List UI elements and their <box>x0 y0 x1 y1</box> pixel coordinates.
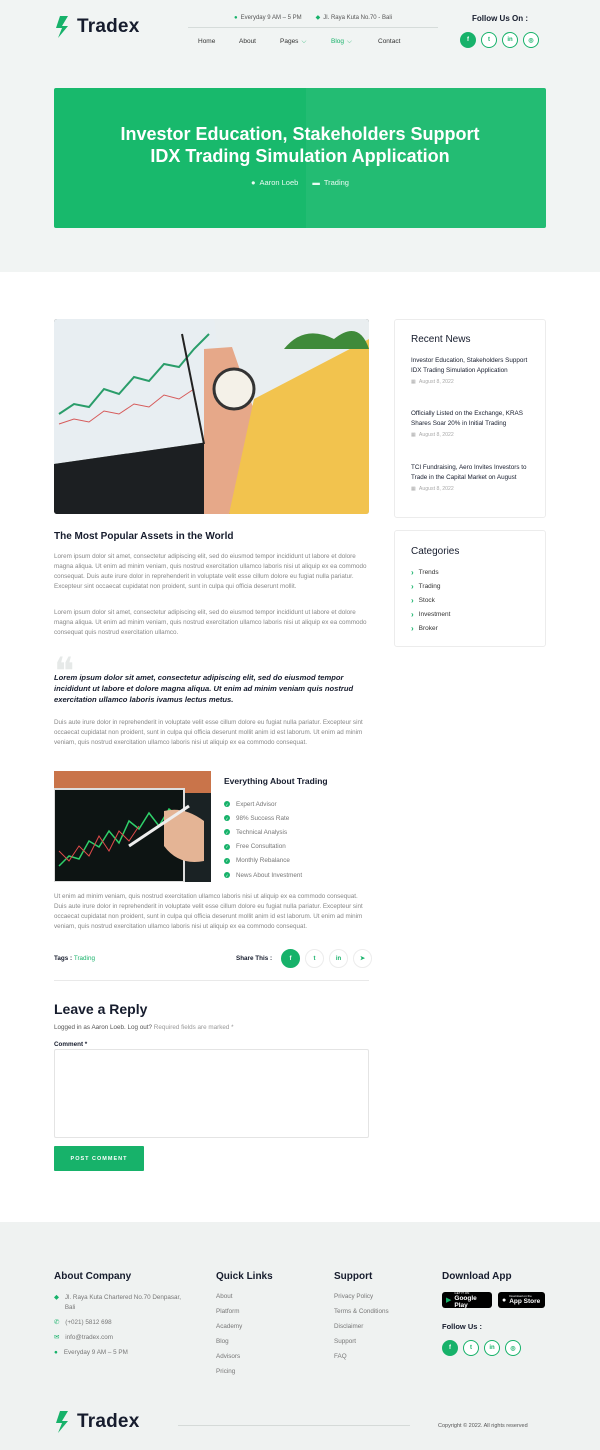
post-tags <box>54 955 95 962</box>
logo-text: Tradex <box>77 1411 140 1432</box>
logo-text: Tradex <box>77 16 140 37</box>
news-date <box>411 379 537 385</box>
category-label: Stock <box>418 597 435 604</box>
footer-address <box>54 1293 184 1312</box>
footer-link-academy[interactable]: Academy <box>216 1323 243 1330</box>
twitter-icon[interactable]: t <box>463 1340 479 1356</box>
phone-icon: ✆ <box>54 1319 60 1326</box>
footer-social-links <box>442 1340 521 1356</box>
footer-email-text: info@tradex.com <box>65 1334 113 1341</box>
list-item-label: Expert Advisor <box>236 800 277 808</box>
tags-label: Tags : <box>54 955 73 962</box>
post-comment-button[interactable]: POST COMMENT <box>54 1146 144 1171</box>
footer-link-blog[interactable]: Blog <box>216 1338 229 1345</box>
categories-title: Categories <box>411 546 460 557</box>
nav-item-home[interactable]: Home <box>198 38 216 45</box>
check-icon: ✓ <box>225 801 229 807</box>
app-store-big: App Store <box>509 1298 541 1305</box>
news-date <box>411 486 537 492</box>
clock-icon: ● <box>54 1349 58 1356</box>
list-item <box>224 811 302 825</box>
footer-phone[interactable] <box>54 1318 112 1328</box>
footer-download-title: Download App <box>442 1271 512 1282</box>
post-author-name: Aaron Loeb <box>259 178 299 187</box>
hours-info <box>234 15 302 21</box>
post-category-name: Trading <box>323 178 349 187</box>
facebook-icon[interactable]: f <box>281 949 300 968</box>
nav-item-pages-label: Pages <box>280 38 299 45</box>
post-category[interactable] <box>312 178 349 187</box>
share-label: Share This : <box>236 955 273 962</box>
twitter-icon[interactable]: t <box>305 949 324 968</box>
article-paragraph-1: Lorem ipsum dolor sit amet, consectetur adipiscing elit, sed do eiusmod tempor incididunt ut labore et dolore magna aliqua. Ut enim ad minim veniam, quis nostrud exercitation ullamco laboris nisi ut aliquip ex ea commodo consequat. Duis aute irure dolor in reprehenderit in voluptate velit esse cillum dolore eu fugiat nulla pariatur. Excepteur sint occaecat cupidatat non proident, sunt in culpa qui officia deserunt mollit. <box>54 553 367 590</box>
footer-logo[interactable] <box>54 1410 139 1434</box>
folder-icon: ▬ <box>312 178 320 187</box>
address-info <box>316 14 392 21</box>
footer-link-pricing[interactable]: Pricing <box>216 1368 236 1375</box>
category-item[interactable] <box>411 597 435 604</box>
recent-news-item[interactable] <box>411 463 537 492</box>
category-label: Trends <box>418 569 439 576</box>
calendar-icon: ▦ <box>411 432 416 438</box>
twitter-icon[interactable]: t <box>481 32 497 48</box>
footer-hours-text: Everyday 9 AM – 5 PM <box>63 1349 128 1356</box>
chevron-down-icon: ⌵ <box>347 38 352 45</box>
nav-item-contact[interactable]: Contact <box>378 38 401 45</box>
list-item <box>224 854 302 868</box>
laptop-chart-illustration <box>54 319 369 514</box>
main-nav <box>198 38 400 46</box>
list-item <box>224 797 302 811</box>
footer-link-privacy[interactable]: Privacy Policy <box>334 1293 374 1300</box>
mail-icon: ✉ <box>54 1334 60 1341</box>
app-store-button[interactable] <box>498 1292 545 1308</box>
chevron-right-icon: › <box>411 567 414 577</box>
follow-title: Follow Us On : <box>472 14 528 23</box>
footer-address-text: Jl. Raya Kuta Chartered No.70 Denpasar, Bali <box>64 1294 182 1311</box>
required-note: Required fields are marked * <box>153 1024 234 1031</box>
footer-hours <box>54 1348 128 1358</box>
apple-icon: ● <box>502 1296 507 1304</box>
nav-item-blog[interactable] <box>331 38 378 46</box>
google-play-small: GET IT ON <box>454 1290 470 1295</box>
instagram-icon[interactable]: ◎ <box>505 1340 521 1356</box>
share-buttons <box>281 949 372 968</box>
check-icon: ✓ <box>225 815 229 821</box>
category-label: Broker <box>418 625 438 632</box>
logged-in-note <box>54 1024 234 1031</box>
article-heading: The Most Popular Assets in the World <box>54 531 234 542</box>
check-icon: ✓ <box>225 829 229 835</box>
reply-title: Leave a Reply <box>54 1001 148 1017</box>
clock-icon: ● <box>234 14 238 21</box>
logo-icon <box>54 16 72 38</box>
linkedin-icon[interactable]: in <box>502 32 518 48</box>
footer-link-advisors[interactable]: Advisors <box>216 1353 241 1360</box>
post-meta <box>54 178 546 187</box>
footer-link-faq[interactable]: FAQ <box>334 1353 347 1360</box>
post-author[interactable] <box>251 178 298 187</box>
tablet-chart-illustration <box>54 771 211 882</box>
calendar-icon: ▦ <box>411 379 416 385</box>
blockquote: Lorem ipsum dolor sit amet, consectetur adipiscing elit, sed do eiusmod tempor incididunt ut labore et dolore magna aliqua. Ut enim ad minim veniam quis nostrud exercitation ullamco laboris ivamus lectus metus. <box>54 673 354 704</box>
article-image <box>54 319 369 514</box>
news-date-text: August 8, 2022 <box>418 486 454 492</box>
news-title: TCI Fundraising, Aero Invites Investors to Trade in the Capital Market on August <box>411 464 527 481</box>
check-icon: ✓ <box>225 844 229 850</box>
category-item[interactable] <box>411 569 439 576</box>
footer-link-disclaimer[interactable]: Disclaimer <box>334 1323 364 1330</box>
facebook-icon[interactable]: f <box>442 1340 458 1356</box>
footer-quick-title: Quick Links <box>216 1271 273 1282</box>
footer-link-platform[interactable]: Platform <box>216 1308 240 1315</box>
list-item-label: Technical Analysis <box>236 828 288 836</box>
chevron-down-icon: ⌵ <box>301 38 307 45</box>
recent-news-title: Recent News <box>411 334 471 345</box>
recent-news-item[interactable] <box>411 356 537 385</box>
nav-item-blog-label: Blog <box>331 38 345 45</box>
header-social-links <box>460 32 539 48</box>
news-date-text: August 8, 2022 <box>418 432 454 438</box>
footer-link-support[interactable]: Support <box>334 1338 357 1345</box>
copyright: Copyright © 2022. All rights reserved <box>438 1423 528 1429</box>
divider <box>54 980 369 981</box>
list-item-label: 98% Success Rate <box>236 814 290 822</box>
logged-in-text[interactable]: Logged in as Aaron Loeb. Log out? <box>54 1024 153 1031</box>
play-store-icon: ▶ <box>446 1297 452 1304</box>
list-item <box>224 840 302 854</box>
linkedin-icon[interactable]: in <box>329 949 348 968</box>
footer-link-terms[interactable]: Terms & Conditions <box>334 1308 389 1315</box>
page-title-line2: IDX Trading Simulation Application <box>150 146 450 166</box>
location-pin-icon: ◆ <box>54 1294 59 1301</box>
facebook-icon[interactable]: f <box>460 32 476 48</box>
news-date-text: August 8, 2022 <box>418 379 454 385</box>
footer-divider <box>178 1425 410 1426</box>
quote-icon: ❝ <box>54 649 75 693</box>
check-icon: ✓ <box>225 858 229 864</box>
comment-label: Comment * <box>54 1041 88 1048</box>
footer-phone-text: (+021) 5812 698 <box>65 1319 112 1326</box>
google-play-big: Google Play <box>454 1294 477 1309</box>
instagram-icon[interactable]: ◎ <box>523 32 539 48</box>
calendar-icon: ▦ <box>411 486 416 492</box>
trading-tablet-image <box>54 771 211 882</box>
chevron-right-icon: › <box>411 581 414 591</box>
page-title <box>54 123 546 167</box>
linkedin-icon[interactable]: in <box>484 1340 500 1356</box>
check-icon: ✓ <box>225 872 229 878</box>
feature-checklist <box>224 797 302 882</box>
footer-email[interactable] <box>54 1333 113 1343</box>
news-title: Investor Education, Stakeholders Support IDX Trading Simulation Application <box>411 357 528 374</box>
list-item-label: Free Consultation <box>236 843 286 851</box>
header-info-bar <box>188 8 438 28</box>
footer-follow-title: Follow Us : <box>442 1322 482 1331</box>
article-paragraph-4: Ut enim ad minim veniam, quis nostrud exercitation ullamco laboris nisi ut aliquip ex ea commodo consequat. Duis aute irure dolor in reprehenderit in voluptate velit esse cillum dolore eu fugiat nulla pariatur. Excepteur sint occaecat cupidatat non proident, sunt in culpa qui officia deserunt mollit anim id est laborum. Ut enim ad minim veniam, quis nostrud exercitation ullamco laboris nisi ut aliquip ex ea commodo consequat. <box>54 893 363 930</box>
footer-support-title: Support <box>334 1271 373 1282</box>
logo-icon <box>54 1410 72 1434</box>
comment-textarea[interactable] <box>54 1049 369 1138</box>
category-item[interactable] <box>411 611 450 618</box>
article-paragraph-3: Duis aute irure dolor in reprehenderit in voluptate velit esse cillum dolore eu fugiat nulla pariatur. Excepteur sint occaecat cupidatat non proident, sunt in culpa qui officia deserunt mollit anim id est laborum. Ut enim ad minim veniam, quis nostrud exercitation ullamco laboris nisi ut aliquip ex ea commodo consequat. <box>54 719 363 746</box>
page-title-line1: Investor Education, Stakeholders Support <box>120 124 480 144</box>
app-store-small: Download on the <box>509 1294 532 1298</box>
logo[interactable] <box>54 16 139 38</box>
list-item-label: News About Investment <box>236 871 303 879</box>
category-item[interactable] <box>411 583 440 590</box>
list-item-label: Monthly Rebalance <box>236 857 290 865</box>
chevron-right-icon: › <box>411 609 414 619</box>
nav-item-about[interactable]: About <box>239 38 256 45</box>
footer-about-title: About Company <box>54 1271 132 1282</box>
telegram-icon[interactable]: ➤ <box>353 949 372 968</box>
nav-item-pages[interactable] <box>280 38 331 46</box>
tag-link[interactable]: Trading <box>73 955 95 962</box>
list-item <box>224 868 302 882</box>
categories-card <box>394 530 546 647</box>
address-text: Jl. Raya Kuta No.70 - Bali <box>323 14 392 21</box>
article-paragraph-2: Lorem ipsum dolor sit amet, consectetur adipiscing elit, sed do eiusmod tempor incididunt ut labore et dolore magna aliqua. Ut enim ad minim veniam, quis nostrud exercitation ullamco laboris nisi ut aliquip ex ea commodo consequat quis nostrud exercitation ullamco. <box>54 609 367 636</box>
recent-news-card <box>394 319 546 518</box>
recent-news-item[interactable] <box>411 409 537 438</box>
location-pin-icon: ◆ <box>315 15 321 21</box>
user-icon: ● <box>251 178 256 187</box>
news-date <box>411 432 537 438</box>
chevron-right-icon: › <box>411 595 414 605</box>
chevron-right-icon: › <box>411 623 414 633</box>
category-label: Investment <box>418 611 451 618</box>
hours-text: Everyday 9 AM – 5 PM <box>240 14 302 21</box>
list-item <box>224 825 302 839</box>
footer-link-about[interactable]: About <box>216 1293 233 1300</box>
google-play-button[interactable] <box>442 1292 492 1308</box>
category-label: Trading <box>418 583 441 590</box>
hero-banner <box>54 88 546 228</box>
category-item[interactable] <box>411 625 438 632</box>
checklist-heading: Everything About Trading <box>224 776 328 786</box>
news-title: Officially Listed on the Exchange, KRAS Shares Soar 20% in Initial Trading <box>411 410 523 427</box>
